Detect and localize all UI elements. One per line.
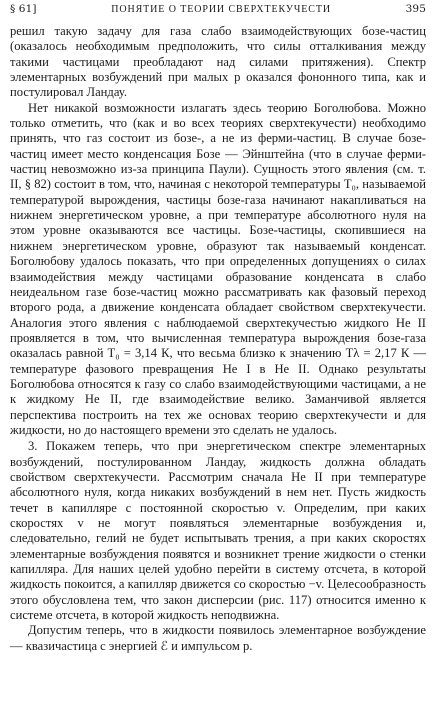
running-title: ПОНЯТИЕ О ТЕОРИИ СВЕРХТЕКУЧЕСТИ bbox=[111, 4, 331, 15]
paragraph: 3. Покажем теперь, что при энергетическом спектре элементарных возбуждений, постулированном Ландау, жидкость должна обладать свойством сверхтекучести. Рассмотрим сначала He II при температуре абсолютного нуля, когда никаких возбуждений в нем нет. Пусть жидкость течет в капилляре с постоянной скоростью v. Определим, при каких скоростях v не могут появляться элементарные возбуждения и, следовательно, гелий не будет испытывать трения, а при каких скоростях элементарные возбуждения появятся и возникнет трение жидкости о стенки капилляра. Для наших целей удобно перейти в систему отсчета, в которой жидкость покоится, а капилляр движется со скоростью −v. Целесообразность этого обусловлена тем, что закон дисперсии (рис. 117) относится именно к системе отсчета, в которой жидкость неподвижна. bbox=[10, 439, 426, 623]
book-page bbox=[10, 3, 426, 654]
paragraph: Нет никакой возможности излагать здесь теорию Боголюбова. Можно только отметить, что (как и во всех теориях сверхтекучести) необходимо принять, что газ состоит из бозе-, а не из ферми-частиц. В случае бозе-частиц имеет место конденсация Бозе — Эйнштейна (что в случае ферми-частиц невозможно из-за принципа Паули). Сущность этого явления (см. т. II, § 82) состоит в том, что, начиная с некоторой температуры T₀, называемой температурой вырождения, частицы бозе-газа начинают накапливаться на нижнем энергетическом уровне, а при температуре абсолютного нуля на этом уровне оказываются все частицы. Бозе-частицы, скопившиеся на нижнем энергетическом уровне, образуют так называемый конденсат. Боголюбову удалось показать, что при определенных допущениях о силах взаимодействия между частицами образование конденсата в слабо неидеальном газе бозе-частиц можно рассматривать как фазовый переход второго рода, а движение конденсата обладает свойством сверхтекучести. Аналогия этого явления с наблюдаемой сверхтекучестью жидкого He II проявляется в том, что вычисленная температура вырождения бозе-газа оказалась равной T₀ = 3,14 К, что весьма близко к значению Tλ = 2,17 К — температуре фазового превращения He I в He II. Однако результаты Боголюбова относятся к газу со слабо взаимодействующими частицами, а не к жидкому He II, где взаимодействие велико. Заманчивой является перспектива построить на тех же основах теорию сверхтекучести и для жидкости, но до настоящего времени это сделать не удалось. bbox=[10, 100, 426, 437]
section-reference: § 61] bbox=[10, 3, 37, 15]
paragraph: Допустим теперь, что в жидкости появилось элементарное возбуждение — квазичастица с энергией ℰ и импульсом p. bbox=[10, 623, 426, 653]
paragraph: решил такую задачу для газа слабо взаимодействующих бозе-частиц (оказалось необходимым предположить, что силы отталкивания между такими частицами преобладают над силами притяжения). Спектр элементарных возбуждений при малых p оказался фононного типа, как и постулировал Ландау. bbox=[10, 24, 426, 100]
page-number: 395 bbox=[405, 3, 426, 15]
page-body bbox=[10, 24, 426, 654]
running-header bbox=[10, 3, 426, 20]
